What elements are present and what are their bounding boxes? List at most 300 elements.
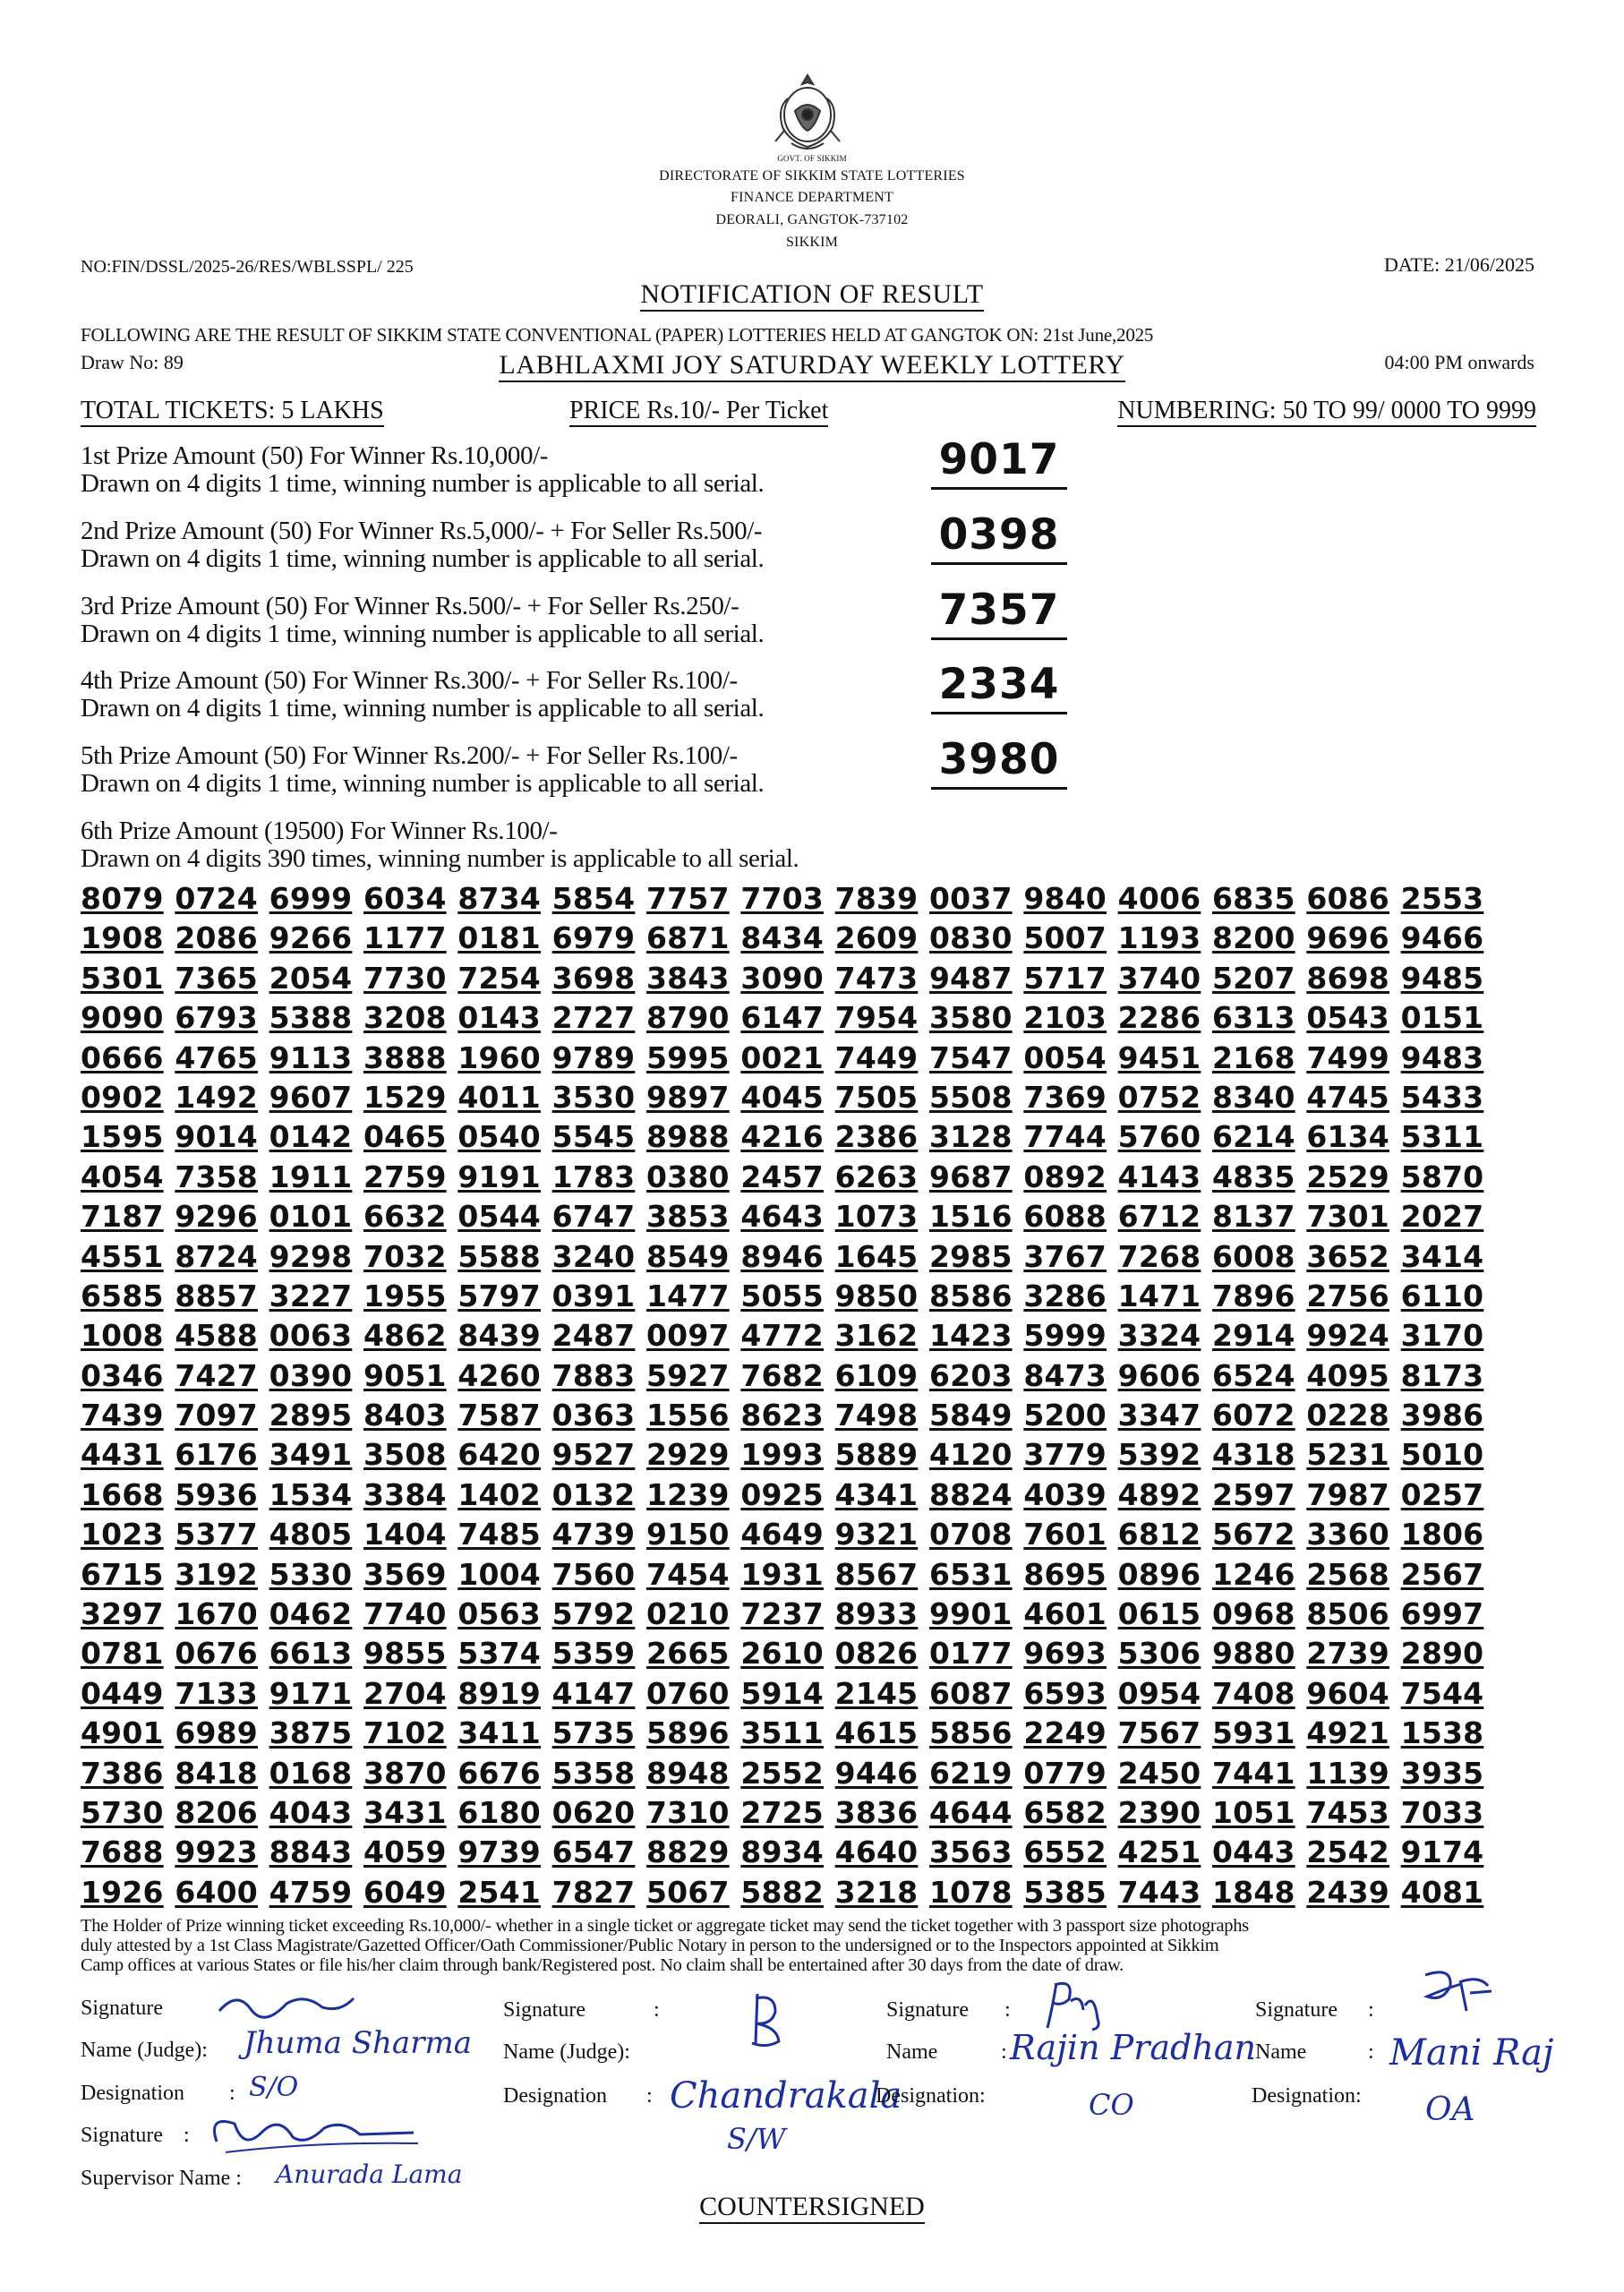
winning-number-cell: 8988 (646, 1119, 730, 1155)
winning-number-cell: 0826 (834, 1636, 919, 1672)
winning-number-cell: 1008 (81, 1318, 164, 1354)
lottery-name-text: LABHLAXMI JOY SATURDAY WEEKLY LOTTERY (499, 350, 1124, 382)
winning-number-cell: 5914 (740, 1675, 824, 1711)
winning-number-cell: 0063 (269, 1318, 353, 1354)
winning-number-cell: 2249 (1023, 1715, 1107, 1751)
ticket-numbering (1117, 397, 1536, 425)
winning-number-cell: 5301 (81, 960, 164, 996)
winning-number-cell: 6263 (834, 1159, 919, 1194)
winning-number-cell: 3698 (551, 960, 636, 996)
winning-number-cell: 6203 (929, 1357, 1013, 1393)
prize-3-line1: 3rd Prize Amount (50) For Winner Rs.500/- + For Seller Rs.250/- (81, 592, 739, 620)
winning-number-cell: 3384 (363, 1476, 447, 1512)
winning-number-cell: 3491 (269, 1437, 353, 1473)
winning-number-cell: 0101 (269, 1199, 353, 1235)
winning-number-cell: 7601 (1023, 1517, 1107, 1552)
winning-number-cell: 5882 (740, 1874, 824, 1910)
winning-number-cell: 3128 (929, 1119, 1013, 1155)
col1-name-handwritten: Jhuma Sharma (244, 2025, 472, 2061)
winning-number-cell: 6147 (740, 1000, 824, 1036)
winning-number-cell: 0443 (1212, 1834, 1295, 1870)
winning-number-cell: 1670 (175, 1596, 258, 1632)
winning-number-cell: 8567 (834, 1556, 919, 1592)
state-line: SIKKIM (785, 235, 839, 250)
winning-number-cell: 3508 (363, 1437, 447, 1473)
winning-number-cell: 5870 (1400, 1159, 1484, 1194)
winning-number-cell: 0779 (1023, 1755, 1107, 1791)
winning-number-cell: 7987 (1306, 1476, 1389, 1512)
prize-5-description (81, 742, 764, 798)
prize-2-line1: 2nd Prize Amount (50) For Winner Rs.5,000/- + For Seller Rs.500/- (81, 517, 763, 545)
winning-number-cell: 8137 (1212, 1199, 1295, 1235)
col4-signature-colon: : (1368, 1998, 1374, 2022)
winning-number-cell: 2704 (363, 1675, 447, 1711)
winning-number-cell: 5207 (1212, 960, 1295, 996)
col3-name-colon: : (1001, 2040, 1007, 2064)
winning-number-cell: 4601 (1023, 1596, 1107, 1632)
lottery-name (0, 350, 1624, 381)
winning-number-cell: 4901 (81, 1715, 164, 1751)
winning-number-cell: 4039 (1023, 1476, 1107, 1512)
winning-number-cell: 5067 (646, 1874, 730, 1910)
winning-number-cell: 6997 (1400, 1596, 1484, 1632)
winning-number-cell: 3767 (1023, 1238, 1107, 1274)
winning-number-cell: 4318 (1212, 1437, 1295, 1473)
winning-number-cell: 8948 (646, 1755, 730, 1791)
winning-number-cell: 6134 (1306, 1119, 1389, 1155)
winning-number-cell: 3411 (457, 1715, 541, 1751)
draw-time: 04:00 PM onwards (1384, 351, 1534, 373)
winning-number-cell: 8829 (646, 1834, 730, 1870)
winning-number-cell: 4759 (269, 1874, 353, 1910)
prize-2-number: 0398 (931, 512, 1067, 565)
winning-number-cell: 8549 (646, 1238, 730, 1274)
emblem-caption: GOVT. OF SIKKIM (777, 154, 847, 163)
winning-number-cell: 4649 (740, 1517, 824, 1552)
winning-number-cell: 9739 (457, 1834, 541, 1870)
winning-number-cell: 7033 (1400, 1794, 1484, 1830)
winning-number-cell: 2567 (1400, 1556, 1484, 1592)
winning-number-cell: 5856 (929, 1715, 1013, 1751)
col4-signature-scribble (1416, 1966, 1497, 2024)
winning-number-cell: 3431 (363, 1794, 447, 1830)
winning-number-cell: 4045 (740, 1079, 824, 1115)
winning-number-cell: 7547 (929, 1039, 1013, 1075)
winning-number-cell: 8418 (175, 1755, 258, 1791)
winning-number-cell: 6109 (834, 1357, 919, 1393)
winning-number-cell: 3652 (1306, 1238, 1389, 1274)
winning-number-cell: 0037 (929, 881, 1013, 916)
winning-number-cell: 0168 (269, 1755, 353, 1791)
winning-number-cell: 2725 (740, 1794, 824, 1830)
department-title: FINANCE DEPARTMENT (730, 190, 894, 205)
winning-number-cell: 5896 (646, 1715, 730, 1751)
winning-number-cell: 8946 (740, 1238, 824, 1274)
winning-number-cell: 9693 (1023, 1636, 1107, 1672)
winning-number-cell: 9924 (1306, 1318, 1389, 1354)
winning-number-cell: 1645 (834, 1238, 919, 1274)
winning-number-cell: 1023 (81, 1517, 164, 1552)
winning-number-cell: 5730 (81, 1794, 164, 1830)
winning-number-cell: 9090 (81, 1000, 164, 1036)
winning-number-cell: 2103 (1023, 1000, 1107, 1036)
winning-number-cell: 7301 (1306, 1199, 1389, 1235)
winning-number-cell: 3360 (1306, 1517, 1389, 1552)
winning-number-cell: 2609 (834, 920, 919, 956)
prize-2-description (81, 517, 764, 573)
winning-number-cell: 9266 (269, 920, 353, 956)
winning-number-cell: 8206 (175, 1794, 258, 1830)
winning-number-cell: 6087 (929, 1675, 1013, 1711)
winning-number-cell: 1529 (363, 1079, 447, 1115)
winning-number-cell: 5359 (551, 1636, 636, 1672)
notification-title (0, 279, 1624, 310)
winning-number-cell: 7237 (740, 1596, 824, 1632)
winning-number-cell: 3297 (81, 1596, 164, 1632)
col2-designation-colon: : (646, 2084, 653, 2108)
winning-number-cell: 2985 (929, 1238, 1013, 1274)
winning-number-cell: 9451 (1117, 1039, 1201, 1075)
winning-number-cell: 3511 (740, 1715, 824, 1751)
winning-number-cell: 2286 (1117, 1000, 1201, 1036)
winning-number-cell: 9174 (1400, 1834, 1484, 1870)
prize-4-description (81, 667, 764, 723)
winning-number-cell: 1139 (1306, 1755, 1389, 1791)
col4-name-colon: : (1368, 2040, 1374, 2064)
winning-number-cell: 7883 (551, 1357, 636, 1393)
winning-number-cell: 5311 (1400, 1119, 1484, 1155)
winning-number-cell: 0363 (551, 1398, 636, 1433)
col4-name-handwritten: Mani Raj (1389, 2032, 1554, 2074)
winning-number-cell: 4251 (1117, 1834, 1201, 1870)
winning-number-cell: 0054 (1023, 1039, 1107, 1075)
winning-number-cell: 7439 (81, 1398, 164, 1433)
winning-number-cell: 1402 (457, 1476, 541, 1512)
winning-number-cell: 0177 (929, 1636, 1013, 1672)
winning-number-cell: 1404 (363, 1517, 447, 1552)
winning-number-cell: 3090 (740, 960, 824, 996)
winning-number-cell: 7454 (646, 1556, 730, 1592)
winning-number-cell: 9897 (646, 1079, 730, 1115)
winning-number-cell: 4147 (551, 1675, 636, 1711)
winning-number-cell: 1926 (81, 1874, 164, 1910)
winning-number-cell: 0132 (551, 1476, 636, 1512)
col4-designation-label: Designation: (1252, 2084, 1362, 2108)
winning-number-cell: 5854 (551, 881, 636, 916)
prize-1-number: 9017 (931, 437, 1067, 490)
col1-signature-label: Signature (81, 1997, 163, 2020)
winning-number-cell: 2541 (457, 1874, 541, 1910)
winning-number-cell: 4143 (1117, 1159, 1201, 1194)
winning-number-cell: 9850 (834, 1278, 919, 1313)
winning-number-cell: 8473 (1023, 1357, 1107, 1393)
winning-number-cell: 6812 (1117, 1517, 1201, 1552)
winning-number-cell: 4059 (363, 1834, 447, 1870)
winning-number-cell: 2568 (1306, 1556, 1389, 1592)
winning-number-cell: 7567 (1117, 1715, 1201, 1751)
winning-number-cell: 0465 (363, 1119, 447, 1155)
winning-number-cell: 2439 (1306, 1874, 1389, 1910)
winning-number-cell: 6712 (1117, 1199, 1201, 1235)
winning-number-cell: 3170 (1400, 1318, 1484, 1354)
winning-number-cell: 7133 (175, 1675, 258, 1711)
supervisor-name-handwritten: Anurada Lama (276, 2159, 463, 2189)
winning-number-cell: 5849 (929, 1398, 1013, 1433)
winning-number-cell: 3563 (929, 1834, 1013, 1870)
claim-note-line: duly attested by a 1st Class Magistrate/Gazetted Officer/Oath Commissioner/Public Notary in person to the undersigned or to the Inspectors appointed at Sikkim (81, 1936, 1219, 1955)
sikkim-emblem-icon (768, 72, 847, 161)
winning-number-cell: 0676 (175, 1636, 258, 1672)
winning-number-cell: 7365 (175, 960, 258, 996)
winning-number-cell: 8724 (175, 1238, 258, 1274)
winning-number-cell: 0181 (457, 920, 541, 956)
winning-number-cell: 6593 (1023, 1675, 1107, 1711)
winning-number-cell: 6034 (363, 881, 447, 916)
col1-signature2-label: Signature (81, 2124, 163, 2147)
winning-number-cell: 8439 (457, 1318, 541, 1354)
prize-1-description (81, 442, 764, 498)
winning-number-cell: 5231 (1306, 1437, 1389, 1473)
ticket-numbering-text: NUMBERING: 50 TO 99/ 0000 TO 9999 (1117, 397, 1536, 427)
prize-6-description (81, 817, 799, 873)
winning-number-cell: 3347 (1117, 1398, 1201, 1433)
countersigned-label (0, 2192, 1624, 2222)
winning-number-cell: 7896 (1212, 1278, 1295, 1313)
winning-number-cell: 1177 (363, 920, 447, 956)
winning-number-cell: 6049 (363, 1874, 447, 1910)
winning-number-cell: 1534 (269, 1476, 353, 1512)
col1-designation-label: Designation (81, 2082, 184, 2105)
winning-number-cell: 5200 (1023, 1398, 1107, 1433)
winning-number-cell: 0615 (1117, 1596, 1201, 1632)
notification-title-text: NOTIFICATION OF RESULT (640, 279, 983, 312)
winning-number-cell: 1051 (1212, 1794, 1295, 1830)
col4-name-label: Name (1255, 2040, 1307, 2064)
winning-number-cell: 6176 (175, 1437, 258, 1473)
col3-signature-label: Signature (886, 1998, 969, 2022)
winning-number-cell: 4341 (834, 1476, 919, 1512)
col4-designation-handwritten: OA (1425, 2091, 1475, 2128)
winning-number-cell: 9014 (175, 1119, 258, 1155)
directorate-title: DIRECTORATE OF SIKKIM STATE LOTTERIES (659, 168, 965, 184)
winning-number-cell: 0021 (740, 1039, 824, 1075)
winning-number-cell: 6613 (269, 1636, 353, 1672)
winning-number-cell: 8934 (740, 1834, 824, 1870)
winning-number-cell: 5007 (1023, 920, 1107, 956)
winning-number-cell: 3208 (363, 1000, 447, 1036)
winning-number-cell: 6835 (1212, 881, 1295, 916)
winning-number-cell: 8200 (1212, 920, 1295, 956)
col4-signature-label: Signature (1255, 1998, 1338, 2022)
winning-number-cell: 4765 (175, 1039, 258, 1075)
ticket-price (569, 397, 828, 425)
winning-number-cell: 0925 (740, 1476, 824, 1512)
winning-number-cell: 4643 (740, 1199, 824, 1235)
winning-number-cell: 0097 (646, 1318, 730, 1354)
col1-signature2-colon: : (184, 2124, 190, 2147)
winning-number-cell: 9483 (1400, 1039, 1484, 1075)
winning-number-cell: 0563 (457, 1596, 541, 1632)
winning-number-cell: 7187 (81, 1199, 164, 1235)
winning-number-cell: 8695 (1023, 1556, 1107, 1592)
winning-number-cell: 6531 (929, 1556, 1013, 1592)
winning-number-cell: 8843 (269, 1834, 353, 1870)
winning-number-cell: 5508 (929, 1079, 1013, 1115)
winning-number-cell: 7544 (1400, 1675, 1484, 1711)
winning-number-cell: 8079 (81, 881, 164, 916)
col3-designation-handwritten: CO (1089, 2088, 1134, 2122)
winning-number-cell: 5055 (740, 1278, 824, 1313)
winning-number-cell: 7449 (834, 1039, 919, 1075)
winning-number-cell: 2086 (175, 920, 258, 956)
prize-2-line2: Drawn on 4 digits 1 time, winning number is applicable to all serial. (81, 544, 765, 573)
winning-number-cell: 7688 (81, 1834, 164, 1870)
winning-number-cell: 3218 (834, 1874, 919, 1910)
winning-number-cell: 6871 (646, 920, 730, 956)
winning-number-cell: 2542 (1306, 1834, 1389, 1870)
winning-number-cell: 9880 (1212, 1636, 1295, 1672)
winning-number-cell: 3986 (1400, 1398, 1484, 1433)
winning-number-cell: 1492 (175, 1079, 258, 1115)
prize-5-number: 3980 (931, 737, 1067, 790)
winning-number-cell: 0540 (457, 1119, 541, 1155)
winning-number-cell: 9527 (551, 1437, 636, 1473)
winning-number-cell: 7954 (834, 1000, 919, 1036)
winning-number-cell: 0380 (646, 1159, 730, 1194)
winning-number-cell: 3569 (363, 1556, 447, 1592)
winning-number-cell: 7102 (363, 1715, 447, 1751)
winning-number-cell: 1931 (740, 1556, 824, 1592)
winning-number-cell: 1911 (269, 1159, 353, 1194)
winning-number-cell: 9840 (1023, 881, 1107, 916)
winning-number-cell: 7485 (457, 1517, 541, 1552)
winning-number-cell: 0620 (551, 1794, 636, 1830)
winning-number-cell: 0892 (1023, 1159, 1107, 1194)
winning-number-cell: 3779 (1023, 1437, 1107, 1473)
winning-number-cell: 1908 (81, 920, 164, 956)
winning-number-cell: 4095 (1306, 1357, 1389, 1393)
winning-number-cell: 3843 (646, 960, 730, 996)
winning-number-cell: 3227 (269, 1278, 353, 1313)
winning-number-cell: 7505 (834, 1079, 919, 1115)
winning-number-cell: 9191 (457, 1159, 541, 1194)
winning-number-cell: 0449 (81, 1675, 164, 1711)
prize-3-line2: Drawn on 4 digits 1 time, winning number is applicable to all serial. (81, 620, 765, 648)
col2-signature-scribble (739, 1989, 793, 2057)
winning-number-cell: 2487 (551, 1318, 636, 1354)
winning-number-cell: 4805 (269, 1517, 353, 1552)
winning-number-cell: 9485 (1400, 960, 1484, 996)
winning-number-cell: 6747 (551, 1199, 636, 1235)
winning-number-cell: 6072 (1212, 1398, 1295, 1433)
winning-number-cell: 7443 (1117, 1874, 1201, 1910)
winning-number-cell: 1193 (1117, 920, 1201, 956)
winning-number-cell: 5792 (551, 1596, 636, 1632)
prize-4-number: 2334 (931, 662, 1067, 714)
following-line: FOLLOWING ARE THE RESULT OF SIKKIM STATE CONVENTIONAL (PAPER) LOTTERIES HELD AT GANGTOK ON: 21st June,2025 (81, 324, 1154, 346)
winning-number-cell: 6585 (81, 1278, 164, 1313)
winning-number-cell: 4011 (457, 1079, 541, 1115)
notification-date: DATE: 21/06/2025 (1383, 253, 1534, 276)
winning-number-cell: 7441 (1212, 1755, 1295, 1791)
winning-number-cell: 9321 (834, 1517, 919, 1552)
winning-number-cell: 1423 (929, 1318, 1013, 1354)
winning-number-cell: 7408 (1212, 1675, 1295, 1711)
winning-number-cell: 5797 (457, 1278, 541, 1313)
winning-number-cell: 5374 (457, 1636, 541, 1672)
winning-number-cell: 5588 (457, 1238, 541, 1274)
winning-number-cell: 3935 (1400, 1755, 1484, 1791)
col2-name-handwritten: Chandrakala (670, 2075, 902, 2117)
prize-6-line1: 6th Prize Amount (19500) For Winner Rs.100/- (81, 817, 558, 845)
winning-number-cell: 6989 (175, 1715, 258, 1751)
winning-number-cell: 7740 (363, 1596, 447, 1632)
winning-number-cell: 2739 (1306, 1636, 1389, 1672)
winning-number-cell: 6547 (551, 1834, 636, 1870)
winning-number-cell: 4081 (1400, 1874, 1484, 1910)
winning-number-cell: 7268 (1117, 1238, 1201, 1274)
winning-number-cell: 0896 (1117, 1556, 1201, 1592)
winning-number-cell: 0543 (1306, 1000, 1389, 1036)
winning-number-cell: 2895 (269, 1398, 353, 1433)
winning-number-cell: 7827 (551, 1874, 636, 1910)
winning-number-cell: 9051 (363, 1357, 447, 1393)
winning-number-cell: 2027 (1400, 1199, 1484, 1235)
prize-3-description (81, 593, 764, 648)
winning-number-cell: 0391 (551, 1278, 636, 1313)
winning-number-cell: 0257 (1400, 1476, 1484, 1512)
winning-number-cell: 8586 (929, 1278, 1013, 1313)
winning-number-cell: 9606 (1117, 1357, 1201, 1393)
winning-number-cell: 7369 (1023, 1079, 1107, 1115)
winning-number-cell: 7310 (646, 1794, 730, 1830)
winning-number-cell: 7499 (1306, 1039, 1389, 1075)
winning-number-cell: 2054 (269, 960, 353, 996)
col3-signature-colon: : (1004, 1998, 1011, 2022)
winning-number-cell: 0228 (1306, 1398, 1389, 1433)
winning-number-cell: 7839 (834, 881, 919, 916)
winning-number-cell: 3870 (363, 1755, 447, 1791)
col3-designation-label: Designation: (876, 2084, 986, 2108)
col3-name-label: Name (886, 2040, 938, 2064)
winning-number-cell: 1668 (81, 1476, 164, 1512)
winning-number-cell: 4120 (929, 1437, 1013, 1473)
winning-number-cell: 3162 (834, 1318, 919, 1354)
winning-number-cell: 7427 (175, 1357, 258, 1393)
winning-number-cell: 6676 (457, 1755, 541, 1791)
winning-number-cell: 3414 (1400, 1238, 1484, 1274)
winning-number-cell: 7703 (740, 881, 824, 916)
winning-number-cell: 4615 (834, 1715, 919, 1751)
winning-number-cell: 8698 (1306, 960, 1389, 996)
winning-number-cell: 2168 (1212, 1039, 1295, 1075)
winning-number-cell: 6400 (175, 1874, 258, 1910)
winning-number-cell: 5936 (175, 1476, 258, 1512)
winning-number-cell: 4216 (740, 1119, 824, 1155)
winning-number-cell: 2727 (551, 1000, 636, 1036)
winning-number-cell: 7358 (175, 1159, 258, 1194)
winning-number-cell: 9687 (929, 1159, 1013, 1194)
winning-number-cell: 7587 (457, 1398, 541, 1433)
winning-number-cell: 0142 (269, 1119, 353, 1155)
winning-number-cell: 8340 (1212, 1079, 1295, 1115)
winning-number-cell: 9171 (269, 1675, 353, 1711)
winning-number-cell: 7744 (1023, 1119, 1107, 1155)
col2-signature-label: Signature (503, 1998, 585, 2022)
winning-number-cell: 7254 (457, 960, 541, 996)
winning-number-cell: 4431 (81, 1437, 164, 1473)
winning-number-cell: 2390 (1117, 1794, 1201, 1830)
